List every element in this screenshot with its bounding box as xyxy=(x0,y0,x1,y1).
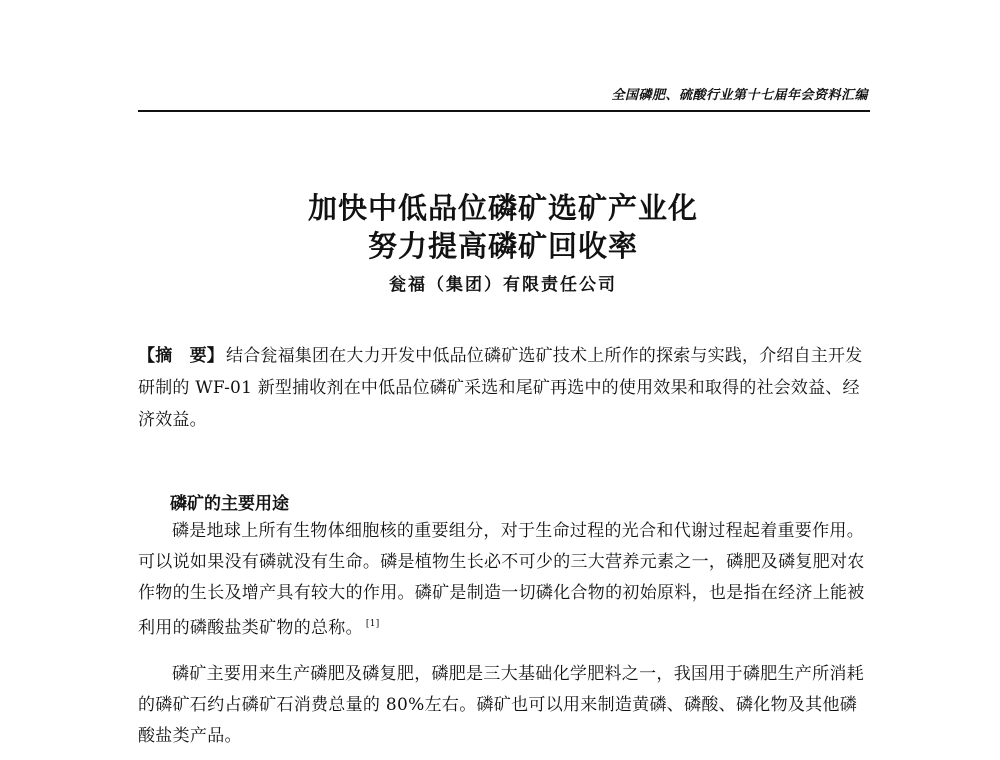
abstract-label: 【摘 要】 xyxy=(138,346,224,366)
abstract xyxy=(138,340,868,436)
section-heading: 磷矿的主要用途 xyxy=(170,494,289,514)
author-organization: 瓮福（集团）有限责任公司 xyxy=(389,275,617,295)
running-header: 全国磷肥、硫酸行业第十七届年会资料汇编 xyxy=(611,88,868,103)
article-title-line1: 加快中低品位磷矿选矿产业化 xyxy=(307,191,698,225)
citation-ref: [1] xyxy=(365,619,380,629)
article-title-line2: 努力提高磷矿回收率 xyxy=(367,229,638,263)
header-rule xyxy=(138,110,870,112)
paragraph-1-text: 磷是地球上所有生物体细胞核的重要组分，对于生命过程的光合和代谢过程起着重要作用。可以说如果没有磷就没有生命。磷是植物生长必不可少的三大营养元素之一，磷肥及磷复肥对农作物的生长及增产具有较大的作用。磷矿是制造一切磷化合物的初始原料，也是指在经济上能被利用的磷酸盐类矿物的总称。 xyxy=(138,521,865,638)
body-paragraph-2: 磷矿主要用来生产磷肥及磷复肥，磷肥是三大基础化学肥料之一，我国用于磷肥生产所消耗的磷矿石约占磷矿石消费总量的 80%左右。磷矿也可以用来制造黄磷、磷酸、磷化物及其他磷酸盐类产品。 xyxy=(138,664,864,746)
body-paragraph-1 xyxy=(138,516,868,644)
abstract-text: 结合瓮福集团在大力开发中低品位磷矿选矿技术上所作的探索与实践，介绍自主开发研制的 WF-01 新型捕收剂在中低品位磷矿采选和尾矿再选中的使用效果和取得的社会效益、经济效益。 xyxy=(138,346,863,430)
